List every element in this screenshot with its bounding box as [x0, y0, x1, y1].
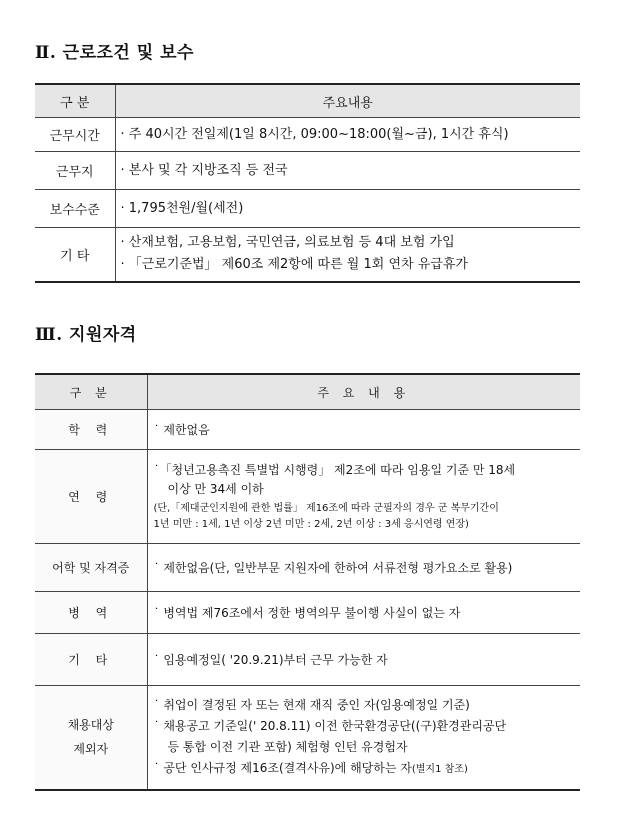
table-row [35, 544, 580, 592]
table-header-row [35, 84, 580, 118]
table-row [35, 634, 580, 686]
row-content [115, 228, 580, 282]
content-line: · 「근로기준법」 제60조 제2항에 따른 월 1회 연차 유급휴가 [120, 257, 468, 273]
content-line: ˙ 취업이 결정된 자 또는 현재 재직 중인 자(임용예정일 기준) [153, 697, 470, 712]
content-line: · 본사 및 각 지방조직 등 전국 [120, 162, 288, 178]
table-row [35, 228, 580, 282]
row-content [147, 410, 580, 450]
content-line: ˙「청년고용촉진 특별법 시행령」 제2조에 따라 임용일 기준 만 18세 [153, 462, 516, 477]
content-line: ˙ 임용예정일( '20.9.21)부터 근무 가능한 자 [153, 652, 388, 667]
row-label: 기 타 [35, 228, 115, 282]
row-label [35, 410, 147, 450]
qualifications-table [35, 373, 580, 791]
row-label: 보수수준 [35, 190, 115, 228]
content-text: ˙ 공단 인사규정 제16조(결격사유)에 해당하는 자 [153, 760, 412, 775]
row-content [147, 592, 580, 634]
table-row [35, 410, 580, 450]
row-content [115, 118, 580, 152]
row-label [35, 686, 147, 790]
header-content: 주요내용 [115, 84, 580, 118]
table-row [35, 152, 580, 190]
section-title-working-conditions: Ⅱ. 근로조건 및 보수 [35, 43, 194, 63]
working-conditions-table [35, 83, 580, 283]
table-header-row [35, 374, 580, 410]
content-line: · 주 40시간 전일제(1일 8시간, 09:00~18:00(월~금), 1시간 휴식) [120, 126, 509, 142]
table-row [35, 686, 580, 790]
row-content [115, 152, 580, 190]
content-line: ˙ 병역법 제76조에서 정한 병역의무 불이행 사실이 없는 자 [153, 605, 461, 620]
row-label-text: 학 력 [68, 423, 114, 437]
content-line: ˙ 제한없음 [153, 422, 210, 437]
row-label: 근무지 [35, 152, 115, 190]
content-line: 등 통합 이전 기관 포함) 체험형 인턴 유경험자 [167, 739, 408, 754]
header-category: 구 분 [35, 374, 147, 410]
row-label-text: 연 령 [68, 490, 114, 504]
row-content [147, 686, 580, 790]
row-label: 근무시간 [35, 118, 115, 152]
note-line: (단,「제대군인지원에 관한 법률」 제16조에 따라 군필자의 경우 군 복무기간이 [153, 502, 499, 514]
header-category: 구 분 [35, 84, 115, 118]
content-line: ˙ 제한없음(단, 일반부문 지원자에 한하여 서류전형 평가요소로 활용) [153, 560, 513, 575]
content-line: · 산재보험, 고용보험, 국민연금, 의료보험 등 4대 보험 가입 [120, 235, 455, 251]
row-content [147, 544, 580, 592]
content-suffix: (별지1 참조) [411, 763, 468, 775]
section-title-qualifications: Ⅲ. 지원자격 [35, 325, 137, 345]
row-label-text: 기 타 [68, 653, 114, 667]
table-row [35, 118, 580, 152]
table-row [35, 592, 580, 634]
row-label [35, 634, 147, 686]
row-label-text: 채용대상 [67, 718, 114, 733]
row-content [147, 634, 580, 686]
row-label: 어학 및 자격증 [35, 544, 147, 592]
row-label-text: 병 역 [68, 606, 114, 620]
content-line [154, 758, 575, 780]
note-line: 1년 미만 : 1세, 1년 이상 2년 미만 : 2세, 2년 이상 : 3세 응시연령 연장) [153, 518, 469, 530]
row-label [35, 450, 147, 544]
content-line: ˙ 채용공고 기준일(' 20.8.11) 이전 한국환경공단((구)환경관리공단 [153, 718, 507, 733]
table-row [35, 190, 580, 228]
row-label [35, 592, 147, 634]
row-label-text: 제외자 [73, 742, 109, 757]
table-row [35, 450, 580, 544]
row-content [115, 190, 580, 228]
content-line: 이상 만 34세 이하 [167, 481, 264, 496]
content-line: · 1,795천원/월(세전) [120, 200, 244, 216]
row-content [147, 450, 580, 544]
header-content: 주 요 내 용 [147, 374, 580, 410]
